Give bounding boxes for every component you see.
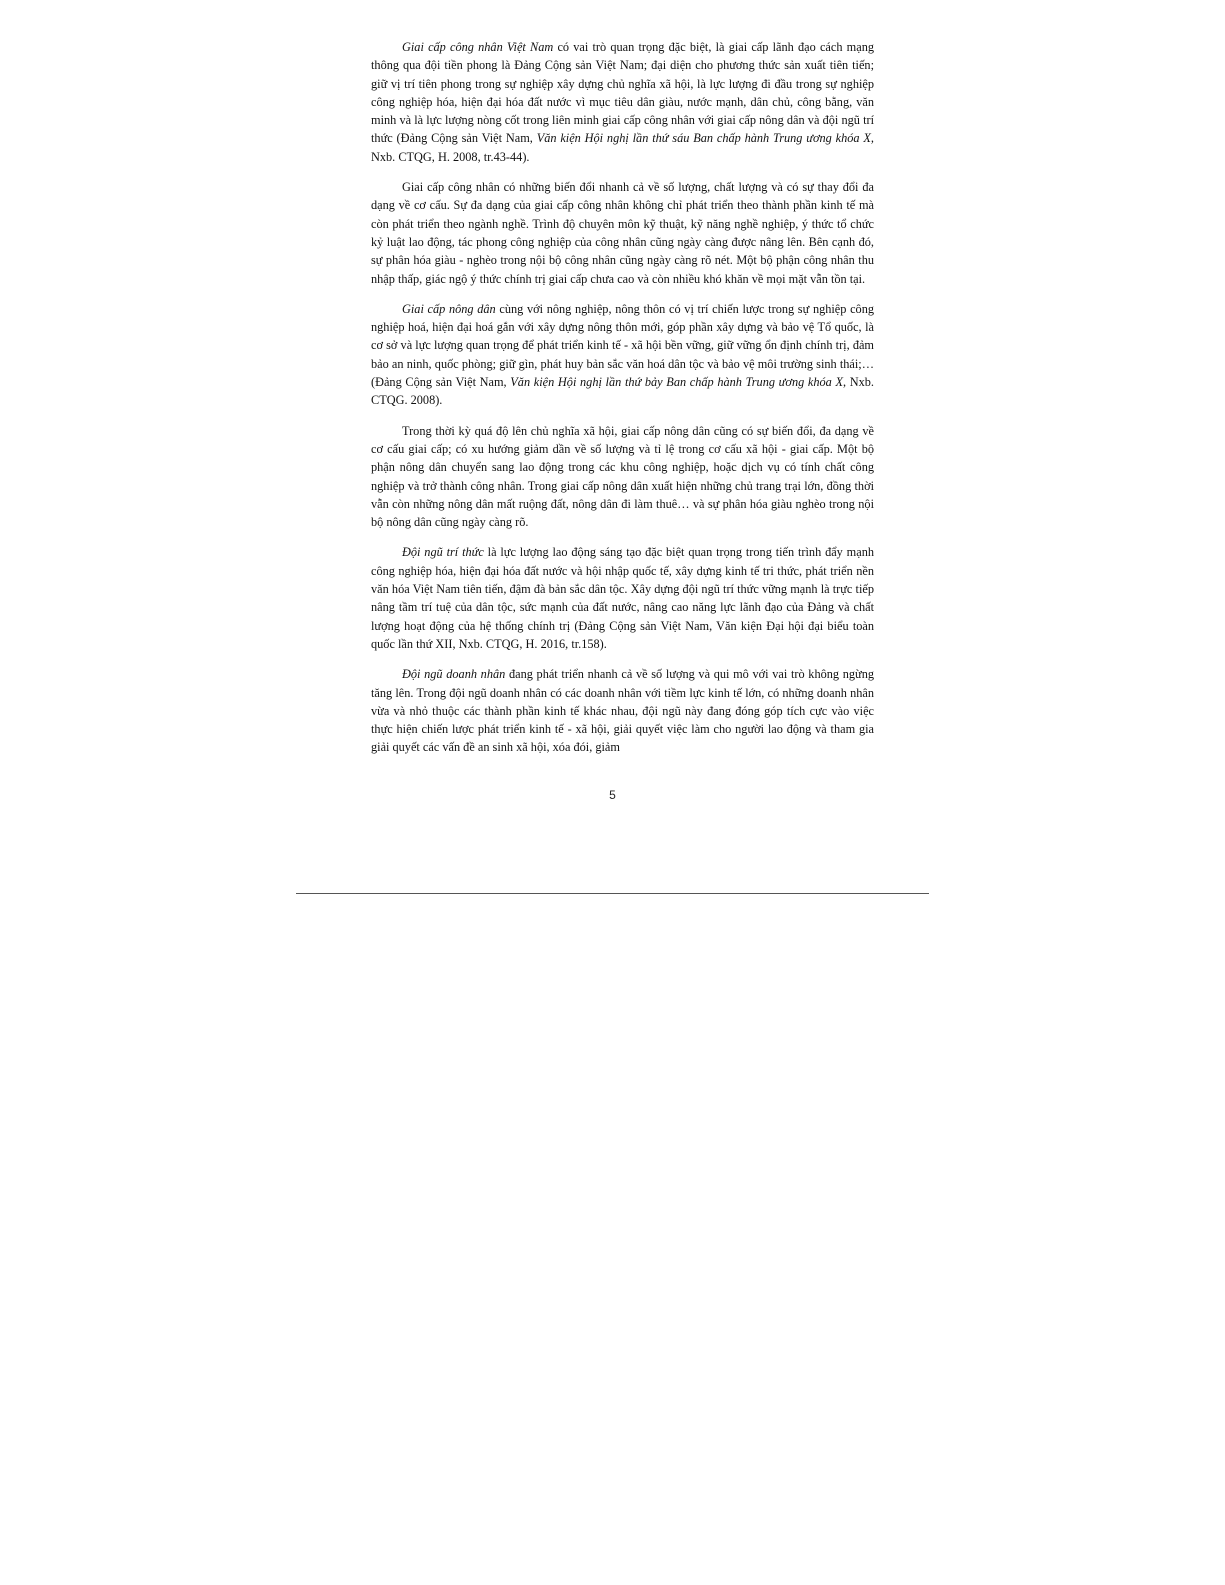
paragraph-text: cùng với nông nghiệp, nông thôn có vị trí chiến lược trong sự nghiệp công nghiệp hoá, hiện đại hoá gắn với xây dựng nông thôn mới, góp phần xây dựng và bảo vệ Tổ quốc, là cơ sở và lực lượng quan trọng để phát triển kinh tế - xã hội bền vững, giữ vững ổn định chính trị, đảm bảo an ninh, quốc phòng; giữ gìn, phát huy bản sắc văn hoá dân tộc và bảo vệ môi trường sinh thái;…(Đảng Cộng sản Việt Nam, [371,301,874,390]
paragraph-term: Đội ngũ trí thức [402,545,484,560]
paragraph-peasant-class [371,300,874,410]
paragraph-working-class [371,38,874,166]
citation-title: Văn kiện Hội nghị lần thứ bảy Ban chấp hành Trung ương khóa X [510,375,843,390]
paragraph-text: Trong thời kỳ quá độ lên chủ nghĩa xã hội, giai cấp nông dân cũng có sự biến đổi, đa dạng về cơ cấu giai cấp; có xu hướng giảm dần về số lượng và tỉ lệ trong cơ cấu xã hội - giai cấp. Một bộ phận nông dân chuyển sang lao động trong các khu công nghiệp, hoặc dịch vụ có tính chất công nghiệp và trở thành công nhân. Trong giai cấp nông dân xuất hiện những chủ trang trại lớn, đồng thời vẫn còn những nông dân mất ruộng đất, nông dân đi làm thuê… và sự phân hóa giàu nghèo trong nội bộ nông dân cũng ngày càng rõ. [371,423,874,530]
paragraph-term: Giai cấp nông dân [402,301,496,316]
paragraph-text: đang phát triển nhanh cả về số lượng và qui mô với vai trò không ngừng tăng lên. Trong đội ngũ doanh nhân có các doanh nhân với tiềm lực kinh tế lớn, có những doanh nhân vừa và nhỏ thuộc các thành phần kinh tế khác nhau, đội ngũ này đang đóng góp tích cực vào việc thực hiện chiến lược phát triển kinh tế - xã hội, giải quyết việc làm cho người lao động và tham gia giải quyết các vấn đề an sinh xã hội, xóa đói, giảm [371,667,874,755]
page-number: 5 [609,788,616,802]
paragraph-intellectuals [371,543,874,653]
paragraph-working-class-change [371,178,874,288]
citation-title: Văn kiện Hội nghị lần thứ sáu Ban chấp hành Trung ương khóa X, [536,131,874,146]
citation-source: Nxb. CTQG, H. 2008, tr.43-44). [371,149,530,164]
paragraph-text: Giai cấp công nhân có những biến đổi nhanh cả về số lượng, chất lượng và có sự thay đổi đa dạng về cơ cấu. Sự đa dạng của giai cấp công nhân không chỉ phát triển theo thành phần kinh tế mà còn phát triển theo ngành nghề. Trình độ chuyên môn kỹ thuật, kỹ năng nghề nghiệp, ý thức tổ chức kỷ luật lao động, tác phong công nghiệp của công nhân cũng ngày càng được nâng lên. Bên cạnh đó, sự phân hóa giàu - nghèo trong nội bộ công nhân cũng ngày càng rõ nét. Một bộ phận công nhân thu nhập thấp, giác ngộ ý thức chính trị giai cấp chưa cao và còn nhiều khó khăn về mọi mặt vẫn tồn tại. [371,180,874,286]
paragraph-term: Đội ngũ doanh nhân [402,667,506,682]
paragraph-peasant-class-change [371,422,874,532]
paragraph-text: là lực lượng lao động sáng tạo đặc biệt quan trọng trong tiến trình đẩy mạnh công nghiệp hóa, hiện đại hóa đất nước và hội nhập quốc tế, xây dựng kinh tế tri thức, phát triển nền văn hóa Việt Nam tiên tiến, đậm đà bản sắc dân tộc. Xây dựng đội ngũ trí thức vững mạnh là trực tiếp nâng tầm trí tuệ của dân tộc, sức mạnh của đất nước, nâng cao năng lực lãnh đạo của Đảng và chất lượng hoạt động của hệ thống chính trị (Đảng Cộng sản Việt Nam, Văn kiện Đại hội đại biểu toàn quốc lần thứ XII, Nxb. CTQG, H. 2016, tr.158). [371,545,874,651]
paragraph-text: có vai trò quan trọng đặc biệt, là giai cấp lãnh đạo cách mạng thông qua đội tiền phong là Đảng Cộng sản Việt Nam; đại diện cho phương thức sản xuất tiên tiến; giữ vị trí tiên phong trong sự nghiệp xây dựng chủ nghĩa xã hội, là lực lượng đi đầu trong sự nghiệp công nghiệp hóa, hiện đại hóa đất nước vì mục tiêu dân giàu, nước mạnh, dân chủ, công bằng, văn minh và là lực lượng nòng cốt trong liên minh giai cấp công nhân với giai cấp nông dân và đội ngũ trí thức (Đảng Cộng sản Việt Nam, [371,40,874,146]
page-divider [296,893,929,894]
paragraph-entrepreneurs [371,665,874,756]
paragraph-term: Giai cấp công nhân Việt Nam [402,40,554,54]
citation-source: , Nxb. CTQG. 2008). [371,375,874,408]
document-body [371,38,874,769]
